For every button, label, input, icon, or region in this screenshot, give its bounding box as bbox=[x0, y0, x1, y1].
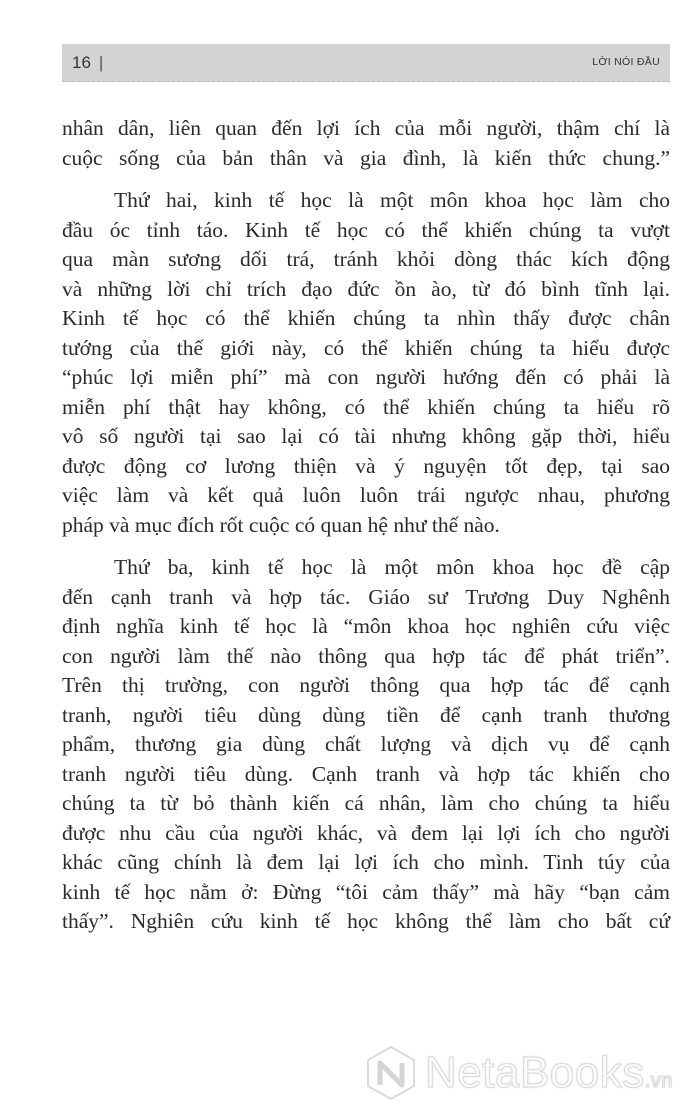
text-line: vô số người tại sao lại có tài nhưng không gặp thời, hiểu bbox=[62, 424, 670, 448]
text-line: Thứ ba, kinh tế học là một môn khoa học đề cập bbox=[114, 555, 670, 579]
text-line: cuộc sống của bản thân và gia đình, là kiến thức chung.” bbox=[62, 145, 670, 170]
text-line: qua màn sương dối trá, tránh khỏi dòng thác kích động bbox=[62, 247, 670, 271]
text-line: khác cũng chính là đem lại lợi ích cho mình. Tinh túy của bbox=[62, 850, 670, 874]
text-line: “phúc lợi miễn phí” mà con người hướng đến có phải là bbox=[62, 365, 670, 389]
text-line: tranh người tiêu dùng. Cạnh tranh và hợp tác khiến cho bbox=[62, 761, 670, 786]
text-line: con người làm thế nào thông qua hợp tác để phát triển”. bbox=[62, 643, 670, 668]
text-line: được động cơ lương thiện và ý nguyện tốt đẹp, tại sao bbox=[62, 453, 670, 478]
text-line: tranh, người tiêu dùng dùng tiền để cạnh tranh thương bbox=[62, 702, 670, 727]
paragraph bbox=[62, 186, 670, 540]
text-line: tướng của thế giới này, có thể khiến chúng ta hiểu được bbox=[62, 335, 670, 360]
text-line: và những lời chỉ trích đạo đức ồn ào, từ đó bình tĩnh lại. bbox=[62, 276, 670, 301]
text-line: nhân dân, liên quan đến lợi ích của mỗi người, thậm chí là bbox=[62, 116, 670, 140]
page-number bbox=[72, 53, 103, 73]
text-line: đến cạnh tranh và hợp tác. Giáo sư Trương Duy Nghênh bbox=[62, 584, 670, 609]
text-line: Trên thị trường, con người thông qua hợp tác để cạnh bbox=[62, 673, 670, 697]
paragraph bbox=[62, 553, 670, 937]
page-body-text bbox=[62, 114, 670, 950]
text-line: thấy”. Nghiên cứu kinh tế học không thể làm cho bất cứ bbox=[62, 909, 670, 933]
running-header bbox=[62, 44, 670, 82]
text-line: pháp và mục đích rốt cuộc có quan hệ như thế nào. bbox=[62, 512, 500, 537]
text-line: định nghĩa kinh tế học là “môn khoa học nghiên cứu việc bbox=[62, 614, 670, 638]
text-line: được nhu cầu của người khác, và đem lại lợi ích cho người bbox=[62, 820, 670, 845]
header-separator: | bbox=[98, 53, 104, 72]
paragraph bbox=[62, 114, 670, 173]
text-line: chúng ta từ bỏ thành kiến cá nhân, làm cho chúng ta hiểu bbox=[62, 791, 670, 815]
watermark-logo bbox=[365, 1045, 673, 1101]
text-line: việc làm và kết quả luôn luôn trái ngược nhau, phương bbox=[62, 483, 670, 507]
text-line: Kinh tế học có thể khiến chúng ta nhìn thấy được chân bbox=[62, 306, 670, 330]
page-number-text: 16 bbox=[72, 53, 91, 72]
text-line: phẩm, thương gia dùng chất lượng và dịch vụ để cạnh bbox=[62, 732, 670, 756]
netabooks-logo-icon bbox=[365, 1045, 417, 1101]
text-line: miễn phí thật hay không, có thể khiến chúng ta hiểu rõ bbox=[62, 394, 670, 419]
text-line: đầu óc tỉnh táo. Kinh tế học có thể khiến chúng ta vượt bbox=[62, 217, 670, 242]
text-line: kinh tế học nằm ở: Đừng “tôi cảm thấy” mà hãy “bạn cảm bbox=[62, 879, 670, 904]
chapter-title: LỜI NÓI ĐẦU bbox=[592, 56, 660, 68]
text-line: Thứ hai, kinh tế học là một môn khoa học làm cho bbox=[114, 188, 670, 212]
watermark-text: NetaBooks.vn bbox=[425, 1048, 673, 1097]
